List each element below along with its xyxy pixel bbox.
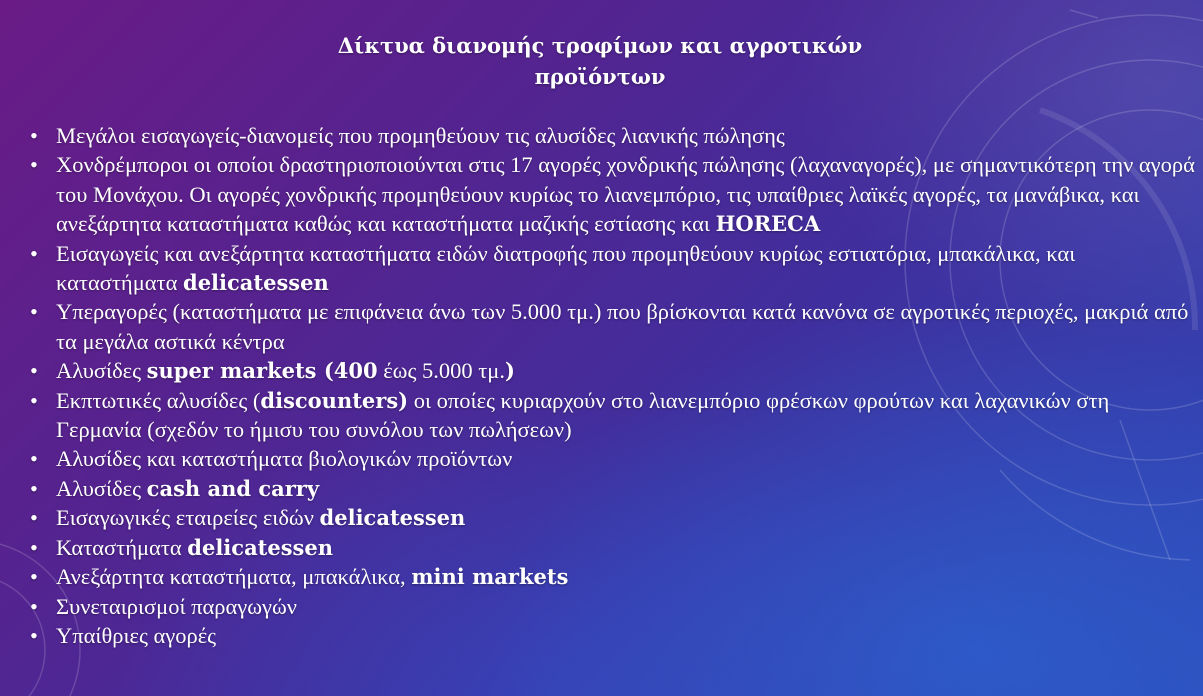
bullet-item-organic — [30, 444, 1195, 473]
bullet-item-delicatessen-importers — [30, 503, 1195, 532]
bullet-text: Καταστήματα — [56, 534, 188, 560]
bullet-text: Υπεραγορές (καταστήματα με επιφάνεια άνω των 5.000 τμ.) που βρίσκονται κατά κανόνα σε αγροτικές περιοχές, μακριά από τα μεγάλα αστικά κέντρα — [56, 299, 1189, 354]
bullet-item-mini-markets — [30, 562, 1195, 591]
bullet-bold-text: mini markets — [411, 564, 569, 590]
bullet-bold-text: HORECA — [715, 211, 821, 237]
slide-title-line-1: Δίκτυα διανομής τροφίμων και αγροτικών — [337, 33, 863, 58]
bullet-text: Ανεξάρτητα καταστήματα, μπακάλικα, — [56, 564, 412, 590]
bullet-text: Αλυσίδες και καταστήματα βιολογικών προϊόντων — [56, 446, 513, 472]
bullet-text: Υπαίθριες αγορές — [56, 622, 217, 648]
bullet-item-food-importers — [30, 239, 1195, 298]
bullet-bold-text: super markets (400 — [146, 358, 378, 384]
bullet-bold-text: ) — [505, 358, 515, 384]
bullet-bold-text: delicatessen — [183, 270, 329, 296]
bullet-item-importers — [30, 121, 1195, 150]
bullet-text: Εισαγωγικές εταιρείες ειδών — [56, 505, 320, 531]
bullet-item-supermarkets — [30, 356, 1195, 385]
bullet-text: έως 5.000 τμ. — [377, 358, 505, 384]
bullet-bold-text: discounters) — [260, 387, 409, 413]
bullet-item-cooperatives — [30, 592, 1195, 621]
bullet-item-delicatessen-stores — [30, 533, 1195, 562]
bullet-item-open-air-markets — [30, 621, 1195, 650]
bullet-item-cash-and-carry — [30, 474, 1195, 503]
slide-title — [230, 30, 970, 92]
bullet-text: Χονδρέμποροι οι οποίοι δραστηριοποιούνται στις 17 αγορές χονδρικής πώλησης (λαχαναγορές), με σημαντικότερη την αγορά του Μονάχου. Οι αγορές χονδρικής προμηθεύουν κυρίως το λιανεμπόριο, τις υπαίθριες λαϊκές αγορές, τα μανάβικα, και ανεξάρτητα καταστήματα καθώς και καταστήματα μαζικής εστίασης και — [56, 152, 1195, 237]
decorative-line-top — [1070, 10, 1098, 18]
slide-title-line-2: προϊόντων — [534, 64, 666, 89]
bullet-bold-text: cash and carry — [146, 475, 320, 501]
bullet-bold-text: delicatessen — [319, 505, 466, 531]
bullet-text: Αλυσίδες — [56, 475, 147, 501]
bullet-text: Εισαγωγείς και ανεξάρτητα καταστήματα ειδών διατροφής που προμηθεύουν κυρίως εστιατόρια, μπακάλικα, και καταστήματα — [56, 240, 1076, 296]
bullet-item-discounters — [30, 386, 1195, 445]
bullet-bold-text: delicatessen — [187, 534, 334, 560]
bullet-item-wholesalers — [30, 150, 1195, 238]
bullet-text: οι οποίες κυριαρχούν στο λιανεμπόριο φρέσκων φρούτων και λαχανικών στη Γερμανία (σχεδόν το ήμισυ του συνόλου των πωλήσεων) — [56, 387, 1110, 443]
bullet-text: Μεγάλοι εισαγωγείς-διανομείς που προμηθεύουν τις αλυσίδες λιανικής πώλησης — [56, 123, 785, 148]
bullet-text: Αλυσίδες — [56, 358, 147, 384]
bullet-item-hypermarkets — [30, 297, 1195, 356]
bullet-text: Εκπτωτικές αλυσίδες ( — [56, 387, 261, 413]
bullet-list — [30, 121, 1195, 650]
bullet-text: Συνεταιρισμοί παραγωγών — [56, 593, 297, 619]
